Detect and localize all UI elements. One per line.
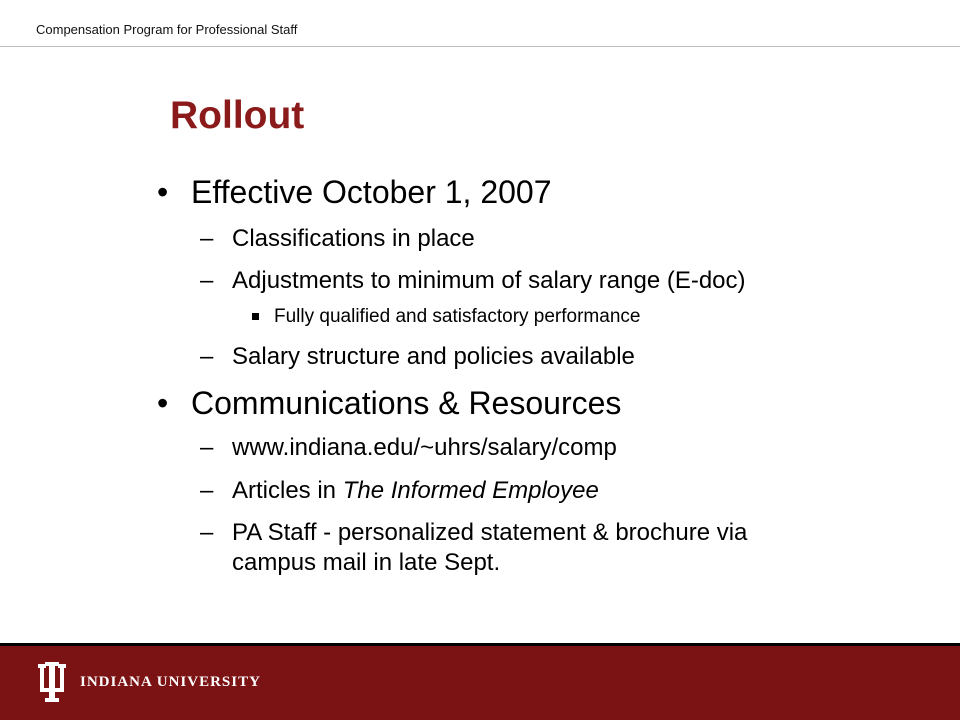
publication-title: The Informed Employee <box>342 477 599 504</box>
square-bullet-icon <box>252 313 259 320</box>
bullet-text: Effective October 1, 2007 <box>191 174 552 210</box>
sub-text: Salary structure and policies available <box>232 343 635 370</box>
bullet-text: Communications & Resources <box>191 385 622 421</box>
bullet-dot: • <box>157 174 169 210</box>
header-rule <box>0 46 960 47</box>
sub-dash: – <box>200 343 214 370</box>
sub-text-line: campus mail in late Sept. <box>232 549 501 576</box>
sub-text <box>232 476 599 506</box>
sub-dash: – <box>200 477 214 504</box>
sub-text-prefix: Articles in <box>232 477 343 504</box>
sub-dash: – <box>200 225 214 252</box>
sub-text <box>232 518 747 578</box>
sub-text-line: PA Staff - personalized statement & brochure via <box>232 519 748 546</box>
sub-dash: – <box>200 519 214 546</box>
link-text: www.indiana.edu/~uhrs/salary/comp <box>232 434 617 461</box>
sub-text: Adjustments to minimum of salary range (E-doc) <box>232 267 746 294</box>
bullet-dot: • <box>157 385 169 421</box>
sub-dash: – <box>200 434 214 461</box>
footer-bar <box>0 646 960 720</box>
iu-trident-icon <box>36 658 68 707</box>
sub-text: Classifications in place <box>232 225 475 252</box>
university-name: INDIANA UNIVERSITY <box>80 674 261 690</box>
sub-dash: – <box>200 267 214 294</box>
sub-sub-text: Fully qualified and satisfactory performance <box>274 306 641 327</box>
slide-title: Rollout <box>170 94 305 137</box>
header-text: Compensation Program for Professional Staff <box>36 22 298 37</box>
